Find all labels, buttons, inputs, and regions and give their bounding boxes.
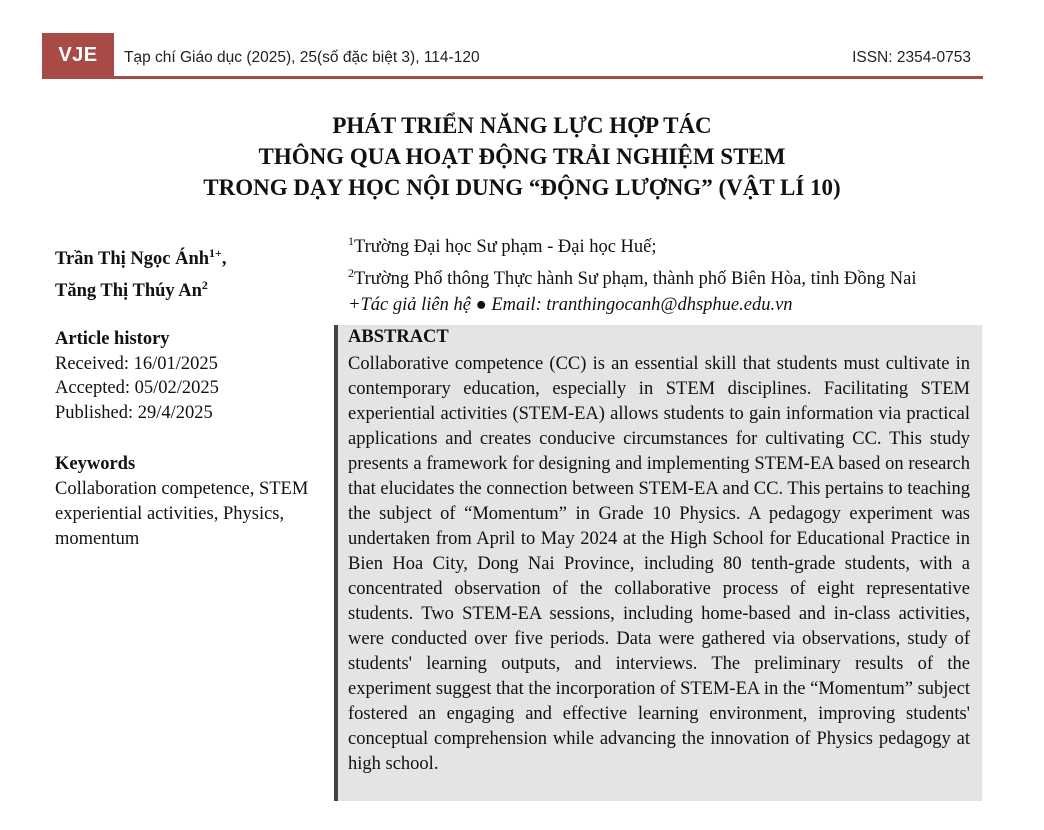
journal-citation: Tạp chí Giáo dục (2025), 25(số đặc biệt 3), 114-120 — [124, 49, 480, 66]
issn: ISSN: 2354-0753 — [852, 49, 971, 66]
abstract-text: Collaborative competence (CC) is an essential skill that students must cultivate in contemporary education, especially in STEM disciplines. Facilitating STEM experiential activities (STEM-EA) allows students to gain information via practical applications and creates conducive circumstances for cultivating CC. This study presents a framework for designing and implementing STEM-EA based on research that elucidates the connection between STEM-EA and CC. This pertains to teaching the subject of “Momentum” in Grade 10 Physics. A pedagogy experiment was undertaken from April to May 2024 at the High School for Educational Practice in Bien Hoa City, Dong Nai Province, including 80 tenth-grade students, with a concentrated observation of the collaborative process of eight representative students. Two STEM-EA sessions, including home-based and in-class activities, were conducted over five periods. Data were gathered via observations, study of students' learning outputs, and interviews. The preliminary results of the experiment suggest that the incorporation of STEM-EA in the “Momentum” subject fostered an engaging and effective learning environment, improving students' conceptual comprehension while advancing the innovation of Physics pedagogy at high school. — [348, 354, 970, 774]
keywords-heading: Keywords — [55, 454, 136, 474]
authors — [55, 240, 227, 304]
author-separator: , — [221, 249, 227, 270]
title-line-2: THÔNG QUA HOẠT ĐỘNG TRẢI NGHIỆM STEM — [258, 144, 786, 169]
author-2: Tăng Thị Thúy An — [55, 281, 202, 302]
affiliation-1: Trường Đại học Sư phạm - Đại học Huế; — [354, 237, 657, 258]
header-rule — [42, 76, 983, 79]
author-1: Trần Thị Ngọc Ánh — [55, 249, 210, 270]
affiliation-2: Trường Phổ thông Thực hành Sư phạm, thành phố Biên Hòa, tỉnh Đồng Nai — [354, 269, 917, 290]
keywords-text: Collaboration competence, STEM experiential activities, Physics, momentum — [55, 479, 309, 549]
affiliations — [348, 228, 916, 318]
received-date: Received: 16/01/2025 — [55, 353, 218, 374]
title-line-1: PHÁT TRIỂN NĂNG LỰC HỢP TÁC — [332, 113, 712, 138]
article-history — [55, 327, 219, 425]
journal-logo: VJE — [42, 33, 114, 77]
affiliation-1-sup: 1 — [348, 234, 354, 248]
abstract-heading: ABSTRACT — [348, 327, 449, 347]
title-line-3: TRONG DẠY HỌC NỘI DUNG “ĐỘNG LƯỢNG” (VẬT LÍ 10) — [203, 175, 841, 200]
author-2-sup: 2 — [201, 278, 208, 293]
keywords-section — [55, 452, 325, 552]
paper-title — [0, 110, 1044, 203]
corresponding-contact: +Tác giả liên hệ ● Email: tranthingocanh@dhsphue.edu.vn — [348, 295, 793, 316]
history-heading: Article history — [55, 329, 170, 349]
accepted-date: Accepted: 05/02/2025 — [55, 378, 219, 398]
published-date: Published: 29/4/2025 — [55, 402, 213, 423]
author-1-sup: 1+ — [209, 246, 222, 260]
affiliation-2-sup: 2 — [348, 266, 354, 281]
journal-header — [42, 33, 983, 79]
